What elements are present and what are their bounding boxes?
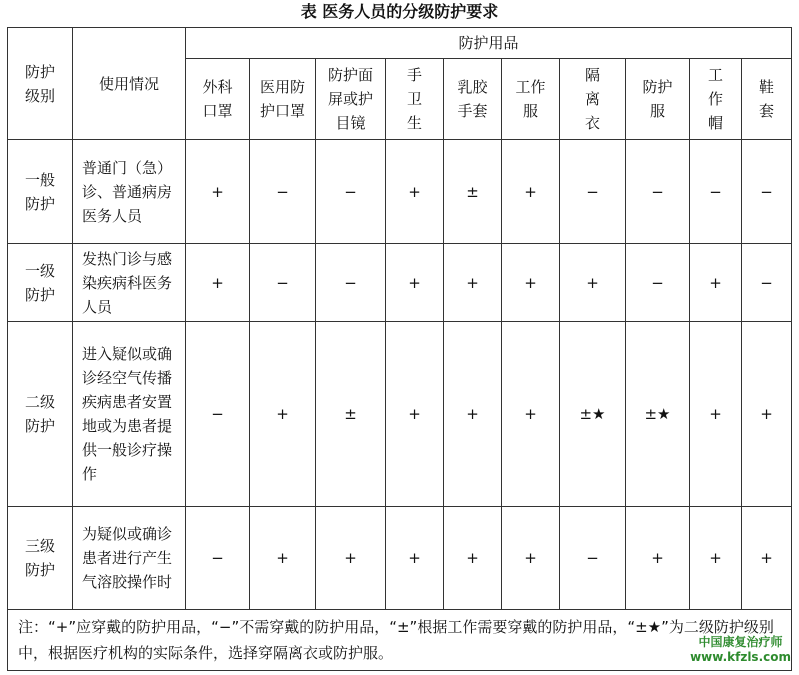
level-label: 一般防护 [24, 170, 55, 213]
ppe-group-header: 防护用品 [186, 28, 792, 59]
item-header [250, 59, 316, 140]
requirement-cell: − [250, 140, 316, 244]
requirement-cell: − [626, 244, 690, 322]
requirement-cell: − [250, 244, 316, 322]
item-header-label: 乳胶手套 [457, 78, 488, 120]
item-header-label: 防护服 [642, 78, 673, 120]
requirement-cell: + [386, 507, 444, 610]
requirement-cell: + [626, 507, 690, 610]
requirement-cell: − [626, 140, 690, 244]
item-header-label: 手卫生 [406, 66, 422, 132]
usage-cell: 普通门（急）诊、普通病房医务人员 [73, 140, 186, 244]
requirement-cell: ±★ [560, 322, 626, 507]
requirement-cell: + [560, 244, 626, 322]
requirement-cell: + [502, 244, 560, 322]
requirement-cell: + [502, 322, 560, 507]
level-cell [8, 244, 73, 322]
requirement-cell: + [316, 507, 386, 610]
item-header [316, 59, 386, 140]
level-cell [8, 507, 73, 610]
item-header [444, 59, 502, 140]
requirement-cell: + [444, 507, 502, 610]
requirement-cell: ± [444, 140, 502, 244]
requirement-cell: − [690, 140, 742, 244]
item-header-label: 工作服 [515, 78, 546, 120]
requirement-cell: + [690, 507, 742, 610]
watermark-url: www.kfzls.com [690, 650, 791, 664]
requirement-cell: − [316, 140, 386, 244]
requirement-cell: + [386, 244, 444, 322]
requirement-cell: + [690, 322, 742, 507]
item-header [386, 59, 444, 140]
requirement-cell: + [186, 244, 250, 322]
item-header-label: 医用防护口罩 [259, 78, 305, 120]
item-header-label: 防护面屏或护目镜 [327, 66, 373, 132]
requirement-cell: + [742, 322, 792, 507]
requirement-cell: ± [316, 322, 386, 507]
requirement-cell: + [186, 140, 250, 244]
item-header [690, 59, 742, 140]
requirement-cell: − [316, 244, 386, 322]
requirement-cell: − [560, 140, 626, 244]
usage-cell: 进入疑似或确诊经空气传播疾病患者安置地或为患者提供一般诊疗操作 [73, 322, 186, 507]
requirement-cell: + [250, 322, 316, 507]
watermark-cn: 中国康复治疗师 [698, 635, 783, 649]
requirement-cell: + [386, 322, 444, 507]
requirement-cell: − [186, 322, 250, 507]
requirement-cell: + [502, 140, 560, 244]
usage-cell: 发热门诊与感染疾病科医务人员 [73, 244, 186, 322]
item-header-label: 工作帽 [707, 66, 723, 132]
requirement-cell: + [690, 244, 742, 322]
requirement-cell: + [444, 244, 502, 322]
table-title: 表 医务人员的分级防护要求 [300, 2, 499, 21]
usage-header: 使用情况 [73, 28, 186, 140]
item-header [502, 59, 560, 140]
requirement-cell: − [742, 244, 792, 322]
item-header-label: 隔离衣 [584, 66, 600, 132]
item-header [742, 59, 792, 140]
table-note: 注：“+”应穿戴的防护用品，“−”不需穿戴的防护用品，“±”根据工作需要穿戴的防护用品，“±★”为二级防护级别中，根据医疗机构的实际条件，选择穿隔离衣或防护服。 [8, 610, 792, 671]
item-header [560, 59, 626, 140]
watermark [690, 635, 791, 665]
item-header-label: 鞋套 [758, 78, 774, 120]
requirement-cell: + [742, 507, 792, 610]
level-label: 二级防护 [24, 393, 55, 435]
item-header [186, 59, 250, 140]
level-header: 防护级别 [8, 28, 73, 140]
level-label: 一级防护 [24, 261, 55, 304]
requirement-cell: + [250, 507, 316, 610]
level-cell [8, 322, 73, 507]
requirement-cell: ±★ [626, 322, 690, 507]
protection-table [7, 27, 792, 671]
item-header-label: 外科口罩 [202, 78, 233, 120]
requirement-cell: − [560, 507, 626, 610]
usage-cell: 为疑似或确诊患者进行产生气溶胶操作时 [73, 507, 186, 610]
level-label: 三级防护 [24, 537, 55, 579]
item-header [626, 59, 690, 140]
level-cell [8, 140, 73, 244]
requirement-cell: − [742, 140, 792, 244]
requirement-cell: + [502, 507, 560, 610]
requirement-cell: − [186, 507, 250, 610]
requirement-cell: + [386, 140, 444, 244]
requirement-cell: + [444, 322, 502, 507]
